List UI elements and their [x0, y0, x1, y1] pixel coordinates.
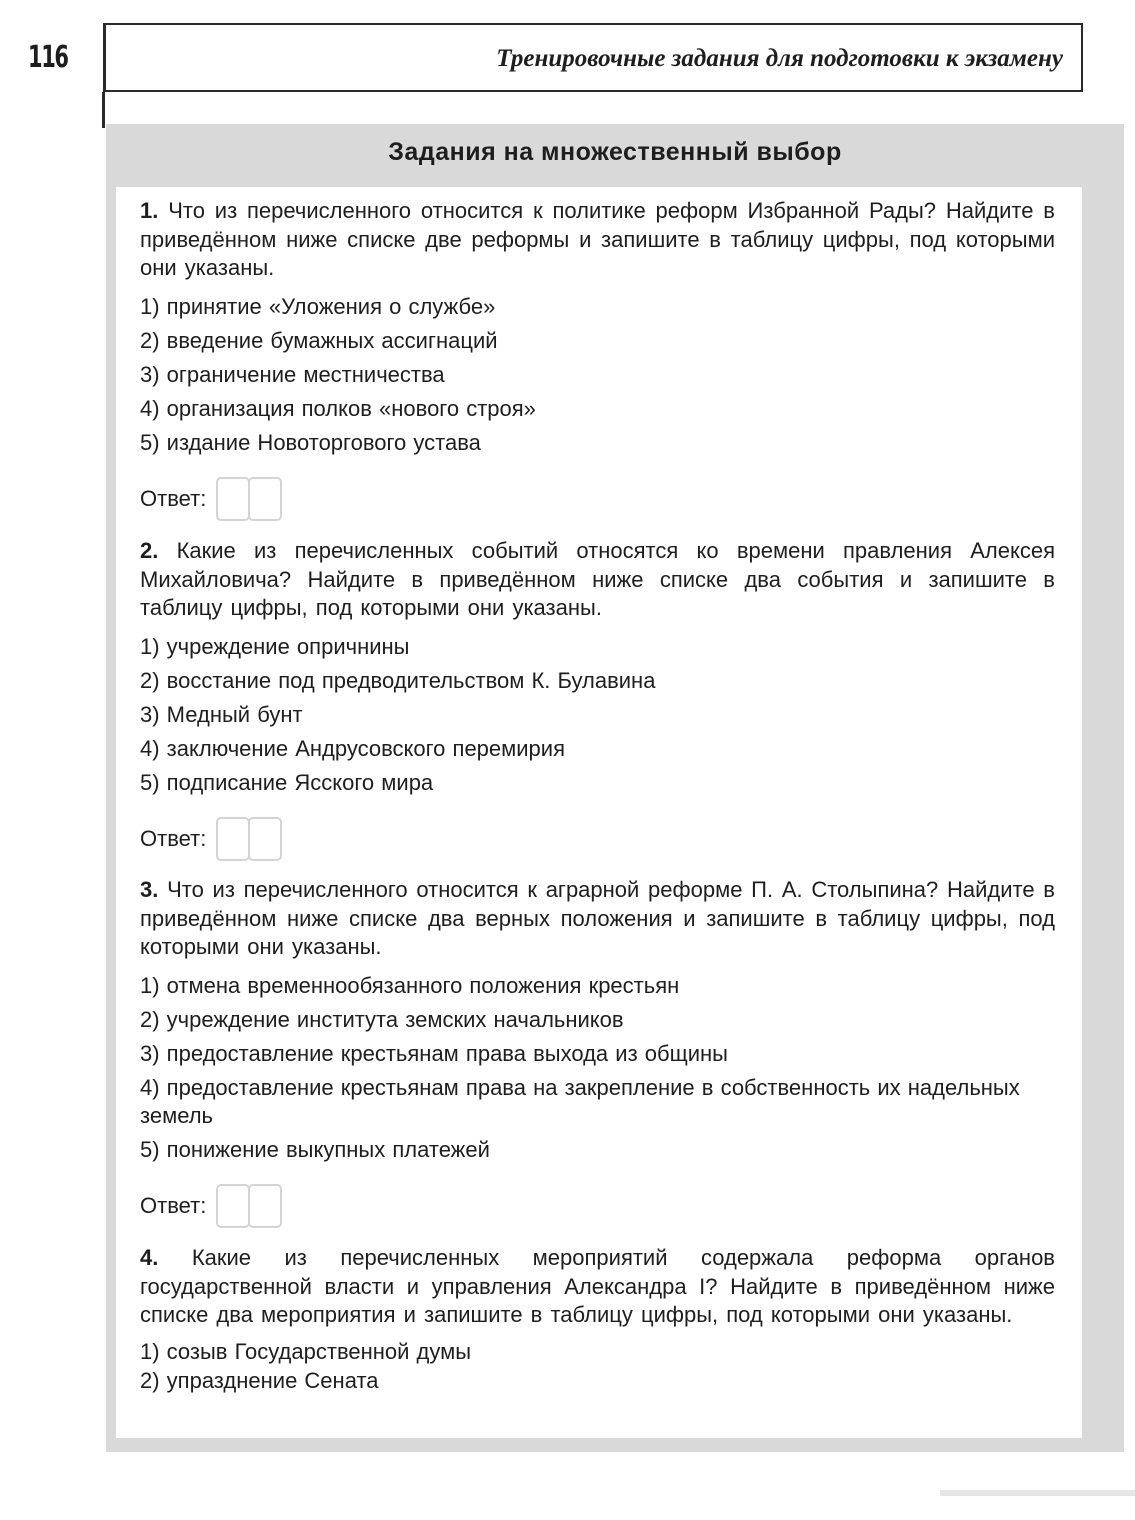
- option-item: 3) ограничение местничества: [140, 361, 445, 387]
- task-question: [140, 1244, 1055, 1330]
- option-item: 4) предоставление крестьянам права на закрепление в собственность их надельных земель: [140, 1074, 1020, 1128]
- task-question: [140, 537, 1055, 623]
- option-item: 1) отмена временнообязанного положения крестьян: [140, 972, 680, 998]
- answer-cell[interactable]: [248, 817, 282, 861]
- answer-cell[interactable]: [216, 1184, 250, 1228]
- header-left-rule: [102, 92, 105, 128]
- task-number: 3.: [140, 877, 159, 902]
- option-item: 2) восстание под предводительством К. Булавина: [140, 667, 656, 693]
- task-4: [140, 1244, 1055, 1401]
- task-question: [140, 197, 1055, 283]
- option-item: 5) понижение выкупных платежей: [140, 1136, 490, 1162]
- option-item: 1) принятие «Уложения о службе»: [140, 293, 496, 319]
- option-item: 4) заключение Андрусовского перемирия: [140, 735, 565, 761]
- task-2: [140, 537, 1055, 863]
- answer-cell[interactable]: [248, 1184, 282, 1228]
- header-title: Тренировочные задания для подготовки к экзамену: [496, 45, 1063, 72]
- option-item: 1) учреждение опричнины: [140, 633, 410, 659]
- answer-cell[interactable]: [216, 817, 250, 861]
- task-question-text: Какие из перечисленных мероприятий содержала реформа органов государственной власти и управления Александра I? Найдите в приведённом ниже списке два мероприятия и запишите в таблицу цифры, под которыми они указаны.: [140, 1245, 1055, 1327]
- task-question-text: Что из перечисленного относится к политике реформ Избранной Рады? Найдите в приведённом ниже списке две реформы и запишите в таблицу цифры, под которыми они указаны.: [140, 198, 1055, 280]
- task-number: 4.: [140, 1245, 159, 1270]
- answer-cell[interactable]: [216, 477, 250, 521]
- option-item: 5) подписание Ясского мира: [140, 769, 434, 795]
- task-question: [140, 876, 1055, 962]
- task-question-text: Какие из перечисленных событий относятся ко времени правления Алексея Михайловича? Найдите в приведённом ниже списке два события и запишите в таблицу цифры, под которыми они указаны.: [140, 538, 1055, 620]
- task-1: [140, 197, 1055, 523]
- option-item: 4) организация полков «нового строя»: [140, 395, 536, 421]
- scan-edge-strip: [940, 1490, 1135, 1496]
- option-item: 2) учреждение института земских начальников: [140, 1006, 624, 1032]
- option-item: 2) введение бумажных ассигнаций: [140, 327, 498, 353]
- answer-label: Ответ:: [140, 825, 207, 851]
- options-list: [140, 972, 1055, 1164]
- options-list: [140, 1338, 1055, 1395]
- answer-row: [140, 475, 1055, 523]
- answer-row: [140, 1182, 1055, 1230]
- option-item: 3) Медный бунт: [140, 701, 303, 727]
- answer-label: Ответ:: [140, 485, 207, 511]
- task-question-text: Что из перечисленного относится к аграрной реформе П. А. Столыпина? Найдите в приведённом ниже списке два верных положения и запишите в таблицу цифры, под которыми они указаны.: [140, 877, 1055, 959]
- task-number: 1.: [140, 198, 159, 223]
- option-item: 3) предоставление крестьянам права выхода из общины: [140, 1040, 728, 1066]
- option-item: 1) созыв Государственной думы: [140, 1338, 472, 1364]
- answer-row: [140, 815, 1055, 863]
- answer-cell[interactable]: [248, 477, 282, 521]
- section-title: Задания на множественный выбор: [388, 138, 842, 166]
- task-number: 2.: [140, 538, 159, 563]
- task-3: [140, 876, 1055, 1230]
- answer-label: Ответ:: [140, 1192, 207, 1218]
- option-item: 5) издание Новоторгового устава: [140, 429, 481, 455]
- options-list: [140, 293, 1055, 457]
- option-item: 2) упразднение Сената: [140, 1367, 379, 1393]
- running-header: [103, 23, 1083, 92]
- options-list: [140, 633, 1055, 797]
- page-number: 116: [28, 40, 68, 75]
